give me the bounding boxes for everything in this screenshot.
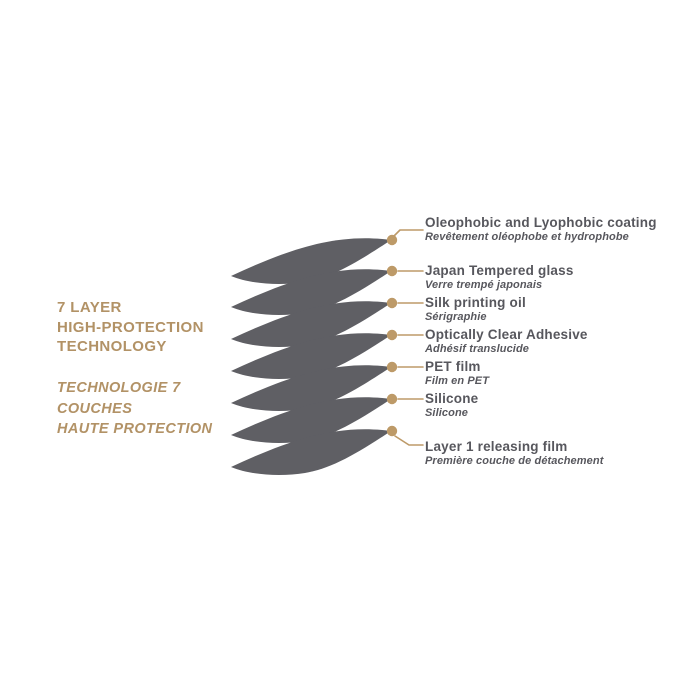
layer-label-subtitle-fr: Sérigraphie: [425, 311, 487, 323]
product-title-fr-line: TECHNOLOGIE 7: [57, 380, 181, 396]
layer-label-title: Japan Tempered glass: [425, 263, 574, 278]
label-connector-line: [394, 230, 423, 236]
layer-label: [425, 328, 685, 355]
layer-label: [425, 440, 685, 467]
layer-label-subtitle-fr: Adhésif translucide: [425, 343, 529, 355]
layer-label-title: PET film: [425, 359, 481, 374]
layer-label-title: Layer 1 releasing film: [425, 439, 568, 454]
layer-label-title: Oleophobic and Lyophobic coating: [425, 215, 657, 230]
product-title-en-line: TECHNOLOGY: [57, 338, 167, 355]
layer-label-subtitle-fr: Film en PET: [425, 375, 490, 387]
layer-label-subtitle-fr: Silicone: [425, 407, 468, 419]
layer-label-title: Optically Clear Adhesive: [425, 327, 588, 342]
layer-label-title: Silicone: [425, 391, 479, 406]
product-title-fr-line: COUCHES: [57, 400, 133, 417]
layer-label-subtitle-fr: Première couche de détachement: [425, 455, 604, 467]
layer-dot: [387, 330, 397, 340]
product-title-en-line: 7 LAYER: [57, 299, 122, 316]
layer-label: [425, 360, 685, 387]
layer-dot: [387, 362, 397, 372]
layer-label: [425, 216, 685, 243]
product-title-en-line: HIGH-PROTECTION: [57, 318, 204, 336]
layer-dot: [387, 235, 397, 245]
layer-label-title: Silk printing oil: [425, 295, 526, 310]
layer-dot: [387, 298, 397, 308]
layer-label: [425, 296, 685, 323]
layer-dot: [387, 394, 397, 404]
layer-dot: [387, 266, 397, 276]
layer-dot: [387, 426, 397, 436]
layer-label-subtitle-fr: Revêtement oléophobe et hydrophobe: [425, 231, 629, 243]
layer-label-subtitle-fr: Verre trempé japonais: [425, 279, 543, 291]
layer-label: [425, 392, 685, 419]
layer-label: [425, 264, 685, 291]
label-connector-line: [395, 436, 423, 445]
product-title-fr-line: HAUTE PROTECTION: [57, 421, 213, 437]
